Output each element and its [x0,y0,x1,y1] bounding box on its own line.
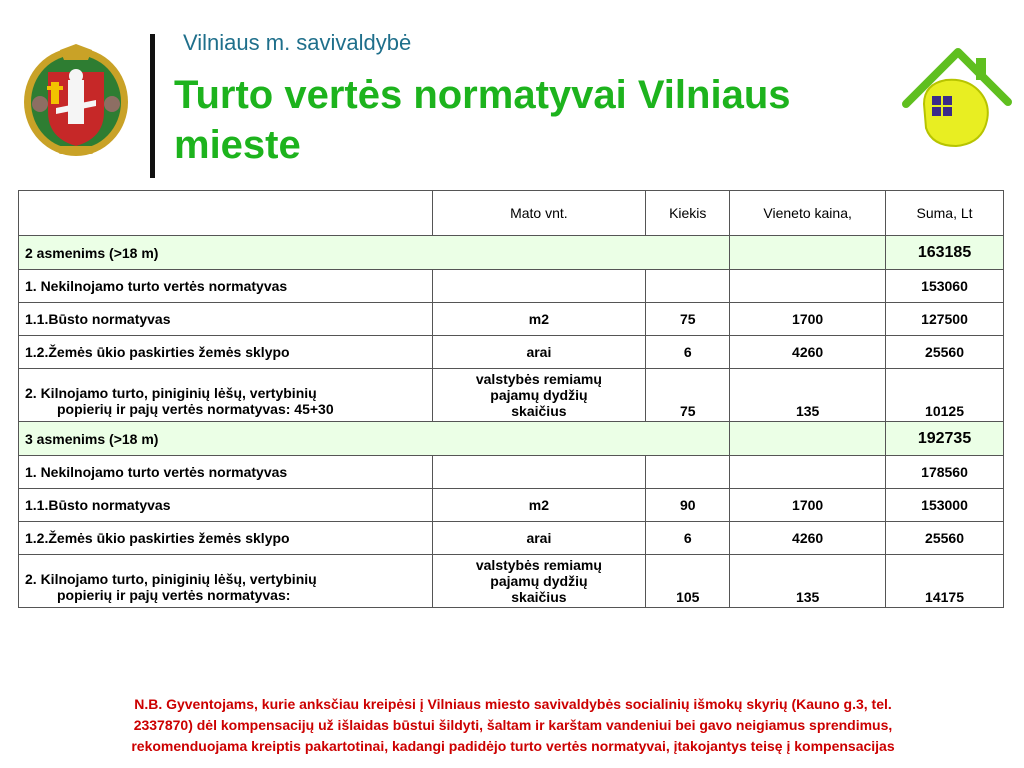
header-cell-price: Vieneto kaina, [730,191,886,236]
row-label-line-1: 2. Kilnojamo turto, piniginių lėšų, vertybinių [25,385,317,401]
header-cell-qty: Kiekis [646,191,730,236]
group-row [19,422,1004,456]
row-qty [646,456,730,489]
row-sum: 14175 [886,555,1004,608]
row-sum: 178560 [886,456,1004,489]
row-label-line-2: popierių ir pajų vertės normatyvas: [57,587,291,603]
row-label [19,555,433,608]
row-qty: 90 [646,489,730,522]
row-qty [646,270,730,303]
row-price: 135 [730,555,886,608]
group-spacer [730,422,886,456]
title-line-1: Turto vertės normatyvai Vilniaus [174,73,791,117]
table-row [19,303,1004,336]
row-unit-line-2: pajamų dydžių [490,573,588,589]
table-row [19,270,1004,303]
row-unit-line-1: valstybės remiamų [475,371,602,387]
row-unit [432,456,646,489]
footnote-line-3: rekomenduojama kreiptis pakartotinai, kadangi padidėjo turto vertės normatyvai, įtakojantys teisę į kompensacijas [131,738,895,754]
row-label: 1.1.Būsto normatyvas [19,489,433,522]
group-total: 192735 [886,422,1004,456]
row-label: 1.2.Žemės ūkio paskirties žemės sklypo [19,336,433,369]
organization-name: Vilniaus m. savivaldybė [183,30,412,55]
title-line-2: mieste [174,123,301,167]
row-price: 4260 [730,522,886,555]
row-unit-line-3: skaičius [511,589,567,605]
table-row [19,369,1004,422]
footnote-line-2: 2337870) dėl kompensacijų už išlaidas būstui šildyti, šaltam ir karštam vandeniui bei gavo neigiamus sprendimus, [133,717,893,733]
row-unit [432,270,646,303]
row-price: 135 [730,369,886,422]
header-cell-label [19,191,433,236]
row-label: 1. Nekilnojamo turto vertės normatyvas [19,456,433,489]
row-unit [432,369,646,422]
row-label: 1.2.Žemės ūkio paskirties žemės sklypo [19,522,433,555]
group-row [19,236,1004,270]
row-sum: 153000 [886,489,1004,522]
table-row [19,522,1004,555]
row-sum: 127500 [886,303,1004,336]
group-label: 2 asmenims (>18 m) [19,236,730,270]
row-unit: m2 [432,489,646,522]
header-cell-unit: Mato vnt. [432,191,646,236]
row-qty: 6 [646,522,730,555]
row-unit: arai [432,522,646,555]
row-unit: m2 [432,303,646,336]
row-price: 4260 [730,336,886,369]
normatives-table [18,190,1004,608]
row-label: 1.1.Būsto normatyvas [19,303,433,336]
footnote-line-1: N.B. Gyventojams, kurie anksčiau kreipėsi į Vilniaus miesto savivaldybės socialinių išmokų skyrių (Kauno g.3, tel. [134,696,892,712]
row-unit-line-1: valstybės remiamų [475,557,602,573]
row-qty: 75 [646,303,730,336]
row-unit-line-2: pajamų dydžių [490,387,588,403]
row-label-line-2: popierių ir pajų vertės normatyvas: 45+30 [57,401,334,417]
row-qty: 6 [646,336,730,369]
table-row [19,336,1004,369]
group-total: 163185 [886,236,1004,270]
row-label-line-1: 2. Kilnojamo turto, piniginių lėšų, vertybinių [25,571,317,587]
row-qty: 105 [646,555,730,608]
table-row [19,555,1004,608]
row-price: 1700 [730,303,886,336]
row-unit-line-3: skaičius [511,403,567,419]
row-price [730,270,886,303]
row-sum: 25560 [886,336,1004,369]
row-unit [432,555,646,608]
row-label: 1. Nekilnojamo turto vertės normatyvas [19,270,433,303]
green-house-logo-icon [896,44,1014,150]
table-header-row [19,191,1004,236]
row-price [730,456,886,489]
row-qty: 75 [646,369,730,422]
header-cell-sum: Suma, Lt [886,191,1004,236]
row-sum: 10125 [886,369,1004,422]
table-row [19,489,1004,522]
vilnius-coat-of-arms-icon [18,42,134,158]
header-divider [150,34,155,178]
row-price: 1700 [730,489,886,522]
row-sum: 153060 [886,270,1004,303]
row-unit: arai [432,336,646,369]
row-sum: 25560 [886,522,1004,555]
group-spacer [730,236,886,270]
footnote [30,694,996,757]
row-label [19,369,433,422]
table-row [19,456,1004,489]
group-label: 3 asmenims (>18 m) [19,422,730,456]
page-title [174,70,894,170]
